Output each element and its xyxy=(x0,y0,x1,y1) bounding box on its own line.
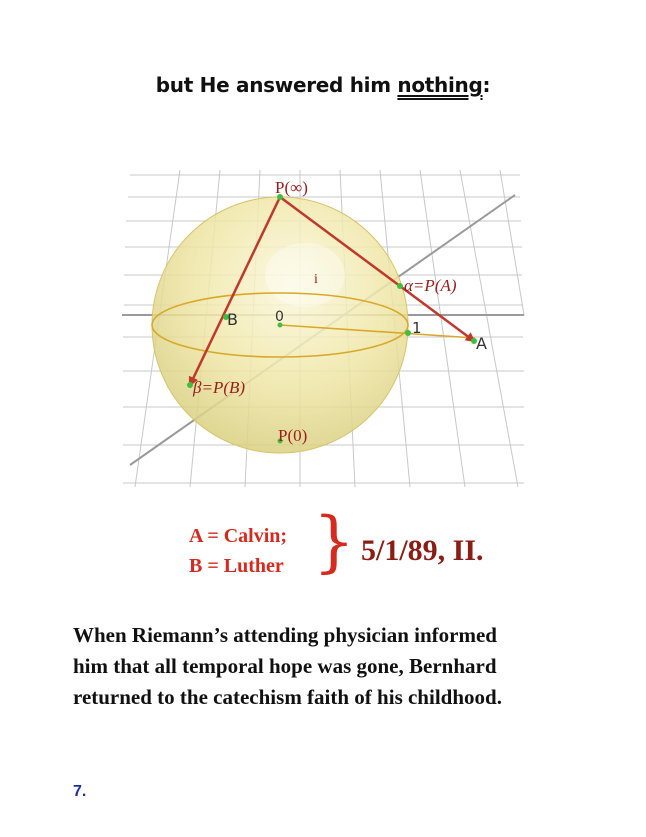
label-a: A xyxy=(476,334,487,353)
paragraph-line-3: returned to the catechism faith of his childhood. xyxy=(73,685,502,709)
label-i: i xyxy=(314,272,318,287)
heading-suffix: : xyxy=(482,73,491,97)
legend-brace: } xyxy=(313,503,355,580)
page-number: 7. xyxy=(73,783,87,800)
paragraph-line-2: him that all temporal hope was gone, Bernhard xyxy=(73,654,497,678)
label-p-infinity: P(∞) xyxy=(275,178,308,197)
page-heading xyxy=(0,73,646,97)
sphere-highlight xyxy=(265,243,345,307)
label-p-zero: P(0) xyxy=(278,426,308,445)
heading-prefix: but He answered him xyxy=(155,73,398,97)
paragraph-line-1: When Riemann’s attending physician informed xyxy=(73,623,497,647)
label-one: 1 xyxy=(412,319,422,337)
label-alpha: α=P(A) xyxy=(404,276,457,295)
date-reference: 5/1/89, II. xyxy=(361,534,484,567)
legend-line-b: B = Luther xyxy=(189,555,284,577)
body-paragraph xyxy=(73,620,593,713)
label-zero: 0 xyxy=(275,309,284,325)
riemann-sphere-figure xyxy=(120,165,525,490)
label-beta: β=P(B) xyxy=(193,378,246,397)
label-b: B xyxy=(227,310,238,329)
legend-line-a: A = Calvin; xyxy=(189,525,288,547)
heading-emphasis: nothing xyxy=(397,73,483,97)
